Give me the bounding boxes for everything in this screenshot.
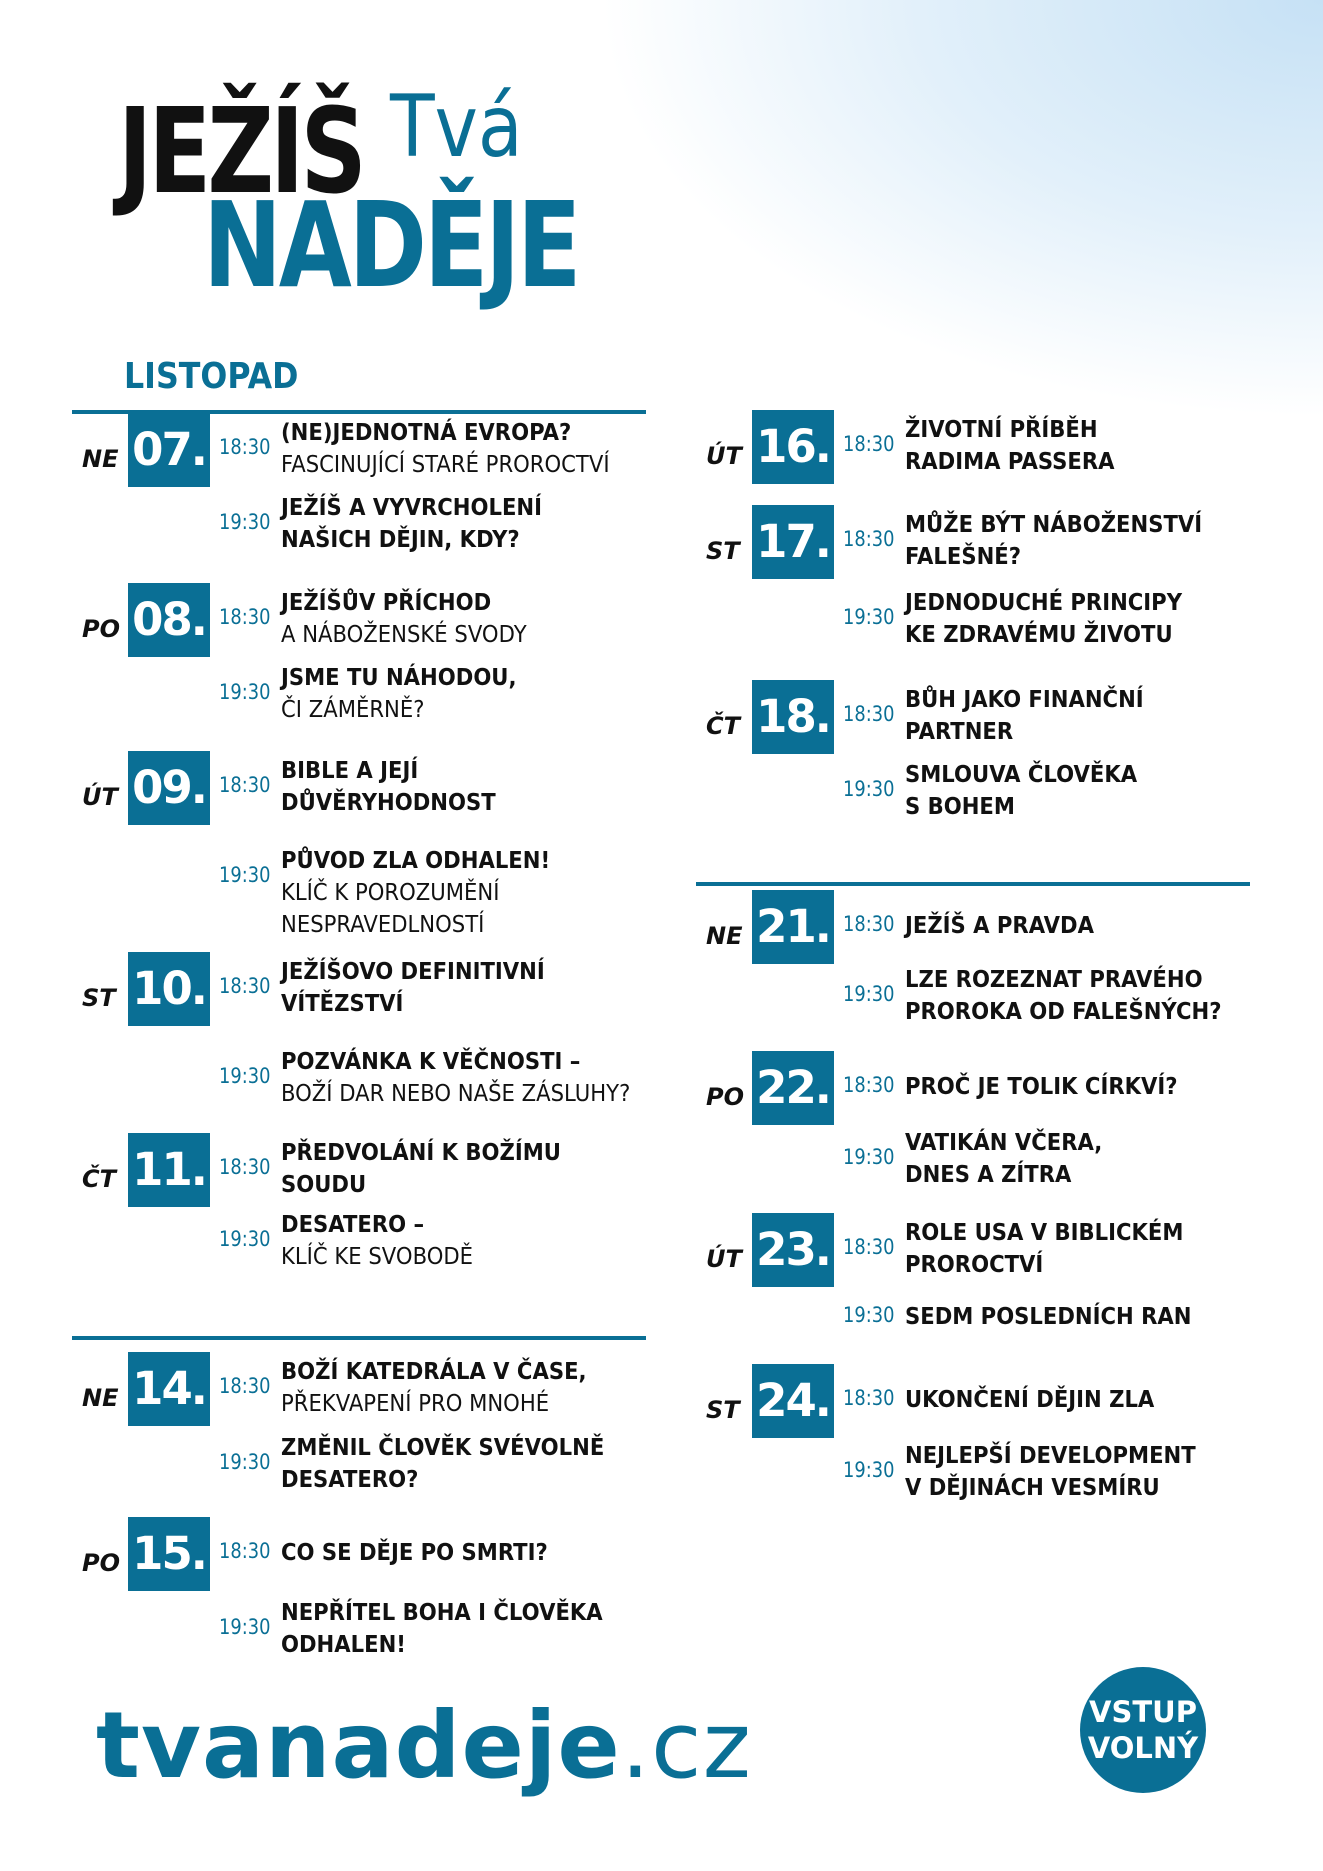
date-box: 10. (128, 952, 210, 1026)
event-title-line: A NÁBOŽENSKÉ SVODY (281, 622, 527, 648)
event-title-line: BOŽÍ DAR NEBO NAŠE ZÁSLUHY? (281, 1081, 631, 1107)
event-title-line: FASCINUJÍCÍ STARÉ PROROCTVÍ (281, 452, 610, 478)
event-title-line: DNES A ZÍTRA (905, 1162, 1072, 1188)
date-box: 18. (752, 680, 834, 754)
event-title-line: NAŠICH DĚJIN, KDY? (281, 527, 520, 553)
day-of-week: ČT (706, 712, 740, 740)
website-tld: .cz (620, 1692, 752, 1799)
event-title-line: PŘEKVAPENÍ PRO MNOHÉ (281, 1391, 550, 1417)
event-time: 19:30 (219, 1064, 271, 1088)
event-title (905, 1301, 1273, 1333)
day-of-week: PO (706, 1083, 744, 1111)
event-title-line: ROLE USA V BIBLICKÉM (905, 1220, 1184, 1246)
event-title-line: JSME TU NÁHODOU, (281, 665, 517, 691)
event-title-line: KE ZDRAVÉMU ŽIVOTU (905, 622, 1173, 648)
event-title-line: NEPŘÍTEL BOHA I ČLOVĚKA (281, 1600, 603, 1626)
event-title-line: BIBLE A JEJÍ (281, 758, 419, 784)
day-of-week: ST (706, 537, 740, 565)
date-box: 08. (128, 583, 210, 657)
event-title-line: LZE ROZEZNAT PRAVÉHO (905, 967, 1203, 993)
event-title (281, 1432, 649, 1496)
event-title-line: JEŽÍŠŮV PŘÍCHOD (281, 590, 492, 616)
event-title-line: PARTNER (905, 719, 1014, 745)
event-title (281, 1537, 649, 1569)
day-of-week: ČT (82, 1165, 116, 1193)
day-of-week: ÚT (706, 1245, 742, 1273)
event-title-line: DESATERO – (281, 1212, 425, 1238)
event-title-line: MŮŽE BÝT NÁBOŽENSTVÍ (905, 512, 1203, 538)
event-time: 18:30 (843, 702, 895, 726)
event-title-line: ZMĚNIL ČLOVĚK SVÉVOLNĚ (281, 1435, 605, 1461)
event-title-line: BOŽÍ KATEDRÁLA V ČASE, (281, 1359, 587, 1385)
event-title-line: SEDM POSLEDNÍCH RAN (905, 1304, 1192, 1330)
event-title (281, 956, 649, 1020)
event-title-line: FALEŠNÉ? (905, 544, 1022, 570)
event-title-line: NEJLEPŠÍ DEVELOPMENT (905, 1443, 1196, 1469)
date-box: 14. (128, 1352, 210, 1426)
event-title (905, 684, 1273, 748)
event-time: 18:30 (843, 432, 895, 456)
date-box: 21. (752, 890, 834, 964)
event-title-line: KLÍČ K POROZUMĚNÍ (281, 880, 500, 906)
event-title-line: DESATERO? (281, 1467, 419, 1493)
event-time: 18:30 (219, 435, 271, 459)
event-title (905, 1071, 1273, 1103)
event-time: 18:30 (219, 1374, 271, 1398)
event-time: 19:30 (219, 1615, 271, 1639)
free-entry-badge (1080, 1667, 1206, 1793)
event-title-line: ODHALEN! (281, 1632, 406, 1658)
event-time: 19:30 (843, 1145, 895, 1169)
event-title (281, 845, 649, 941)
event-time: 18:30 (843, 1235, 895, 1259)
day-of-week: NE (82, 445, 119, 473)
event-title (281, 662, 649, 726)
event-title (281, 1209, 649, 1273)
divider-left-bottom (72, 1336, 646, 1340)
event-title (281, 1046, 649, 1110)
title-tva: Tvá (390, 77, 523, 177)
badge-line-2: VOLNÝ (1087, 1731, 1199, 1765)
website-name: tvanadeje (96, 1692, 621, 1799)
event-title (281, 587, 649, 651)
event-time: 19:30 (219, 1450, 271, 1474)
day-of-week: PO (82, 615, 120, 643)
event-title-line: JEŽÍŠ A VYVRCHOLENÍ (281, 495, 543, 521)
date-box: 24. (752, 1364, 834, 1438)
event-title-line: ŽIVOTNÍ PŘÍBĚH (905, 417, 1098, 443)
event-time: 18:30 (219, 1155, 271, 1179)
event-title-line: RADIMA PASSERA (905, 449, 1115, 475)
date-box: 09. (128, 751, 210, 825)
event-title (905, 1127, 1273, 1191)
event-title (281, 417, 649, 481)
date-box: 07. (128, 413, 210, 487)
event-time: 19:30 (843, 777, 895, 801)
month-heading: LISTOPAD (124, 356, 299, 397)
day-of-week: ÚT (706, 442, 742, 470)
event-time: 19:30 (843, 605, 895, 629)
event-title-line: PŮVOD ZLA ODHALEN! (281, 848, 551, 874)
event-title (281, 1356, 649, 1420)
date-box: 11. (128, 1133, 210, 1207)
event-title-line: VATIKÁN VČERA, (905, 1130, 1103, 1156)
divider-right-middle (696, 882, 1250, 886)
day-of-week: PO (82, 1549, 120, 1577)
event-time: 19:30 (843, 1303, 895, 1327)
event-title-line: DŮVĚRYHODNOST (281, 790, 496, 816)
event-title-line: SOUDU (281, 1172, 367, 1198)
event-title-line: SMLOUVA ČLOVĚKA (905, 762, 1138, 788)
event-time: 19:30 (219, 1227, 271, 1251)
event-title (905, 587, 1273, 651)
event-time: 18:30 (843, 1073, 895, 1097)
event-title-line: JEŽÍŠOVO DEFINITIVNÍ (281, 959, 545, 985)
event-title (281, 492, 649, 556)
event-title-line: POZVÁNKA K VĚČNOSTI – (281, 1049, 581, 1075)
event-title (905, 1440, 1273, 1504)
event-title (905, 1384, 1273, 1416)
event-title-line: JEDNODUCHÉ PRINCIPY (905, 590, 1183, 616)
event-title-line: V DĚJINÁCH VESMÍRU (905, 1475, 1160, 1501)
event-time: 19:30 (219, 863, 271, 887)
event-time: 19:30 (219, 510, 271, 534)
event-title-line: NESPRAVEDLNOSTÍ (281, 912, 485, 938)
title-jezis: JEŽÍŠ (118, 82, 363, 220)
event-time: 18:30 (219, 1539, 271, 1563)
date-box: 15. (128, 1517, 210, 1591)
date-box: 22. (752, 1051, 834, 1125)
date-box: 17. (752, 505, 834, 579)
event-title (905, 1217, 1273, 1281)
event-title (281, 1597, 649, 1661)
event-title-line: ČI ZÁMĚRNĚ? (281, 697, 425, 723)
event-time: 18:30 (843, 1386, 895, 1410)
event-title-line: CO SE DĚJE PO SMRTI? (281, 1540, 548, 1566)
event-title-line: PŘEDVOLÁNÍ K BOŽÍMU (281, 1140, 561, 1166)
event-title-line: PROČ JE TOLIK CÍRKVÍ? (905, 1074, 1178, 1100)
event-time: 18:30 (219, 605, 271, 629)
event-title (905, 414, 1273, 478)
event-time: 19:30 (843, 982, 895, 1006)
event-title (281, 755, 649, 819)
event-title (905, 910, 1273, 942)
website-url[interactable] (96, 1692, 752, 1799)
event-title (905, 964, 1273, 1028)
date-box: 23. (752, 1213, 834, 1287)
event-title-line: KLÍČ KE SVOBODĚ (281, 1244, 474, 1270)
event-title-line: S BOHEM (905, 794, 1015, 820)
title-nadeje: NADĚJE (203, 176, 579, 314)
event-title-line: (NE)JEDNOTNÁ EVROPA? (281, 420, 572, 446)
event-time: 18:30 (843, 912, 895, 936)
event-time: 19:30 (219, 680, 271, 704)
event-title-line: PROROKA OD FALEŠNÝCH? (905, 999, 1222, 1025)
event-title (905, 759, 1273, 823)
event-title-line: UKONČENÍ DĚJIN ZLA (905, 1387, 1155, 1413)
event-time: 18:30 (219, 773, 271, 797)
event-title-line: PROROCTVÍ (905, 1252, 1044, 1278)
event-time: 18:30 (843, 527, 895, 551)
event-time: 18:30 (219, 974, 271, 998)
date-box: 16. (752, 410, 834, 484)
day-of-week: NE (82, 1384, 119, 1412)
day-of-week: ST (706, 1396, 740, 1424)
event-time: 19:30 (843, 1458, 895, 1482)
day-of-week: ÚT (82, 783, 118, 811)
day-of-week: ST (82, 984, 116, 1012)
event-title-line: JEŽÍŠ A PRAVDA (905, 913, 1094, 939)
event-title-line: BŮH JAKO FINANČNÍ (905, 687, 1144, 713)
event-title (281, 1137, 649, 1201)
day-of-week: NE (706, 922, 743, 950)
badge-line-1: VSTUP (1089, 1695, 1197, 1729)
event-title-line: VÍTĚZSTVÍ (281, 991, 404, 1017)
event-title (905, 509, 1273, 573)
